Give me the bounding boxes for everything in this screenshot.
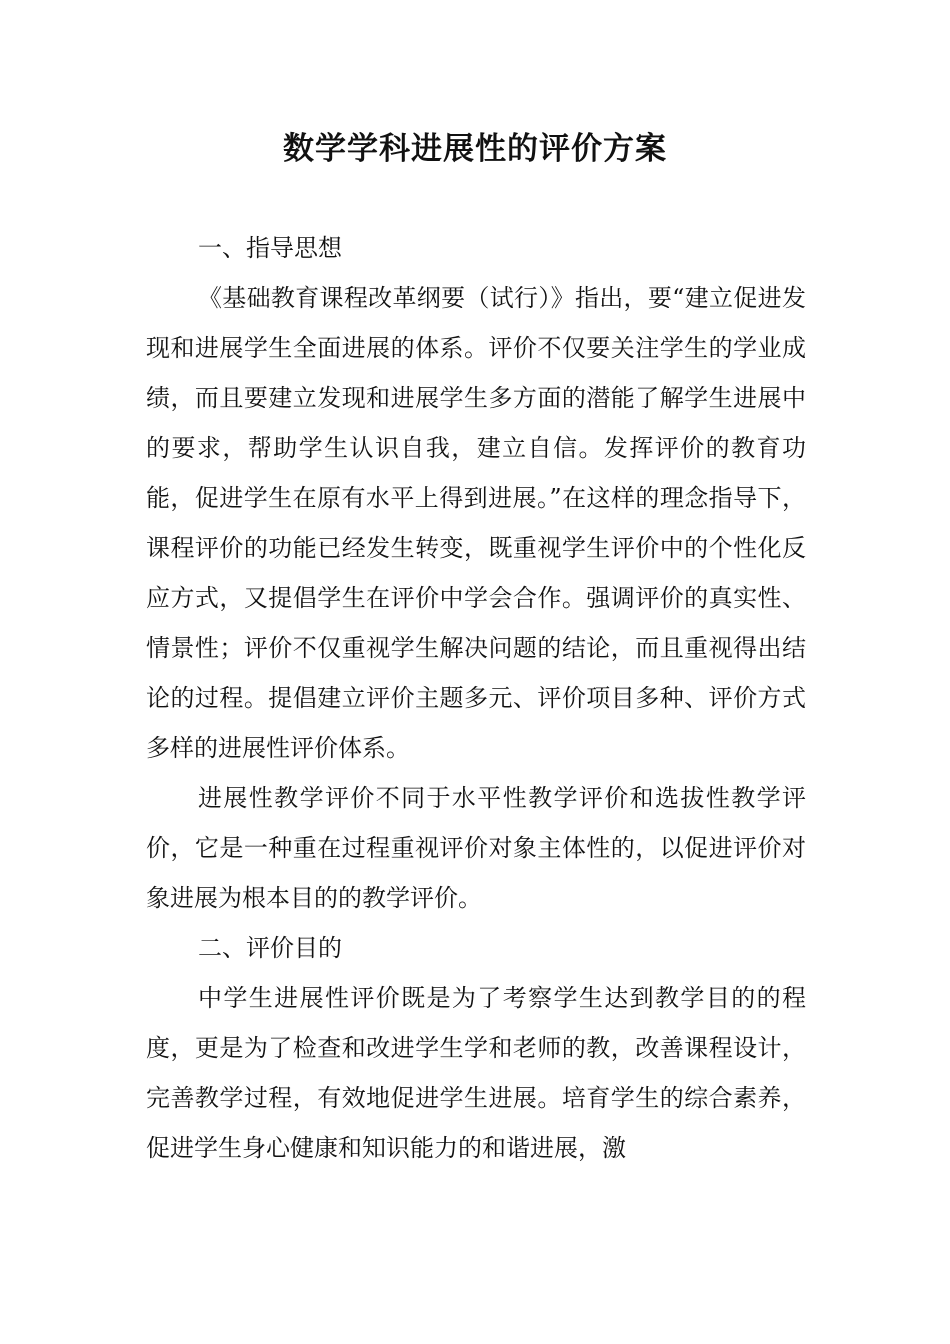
- section-heading-evaluation-purpose: 二、评价目的: [198, 934, 342, 962]
- section-heading-guiding-ideology: 一、指导思想: [198, 234, 342, 262]
- document-body: [146, 223, 806, 1173]
- paragraph-guiding-ideology-2: 进展性教学评价不同于水平性教学评价和选拔性教学评价，它是一种重在过程重视评价对象主体性的，以促进评价对象进展为根本目的的教学评价。: [146, 784, 806, 912]
- document-title: 数学学科进展性的评价方案: [283, 131, 667, 167]
- paragraph-evaluation-purpose-1: 中学生进展性评价既是为了考察学生达到教学目的的程度，更是为了检查和改进学生学和老师的教，改善课程设计，完善教学过程，有效地促进学生进展。培育学生的综合素养，促进学生身心健康和知识能力的和谐进展，激: [146, 984, 806, 1162]
- paragraph-guiding-ideology-1: 《基础教育课程改革纲要（试行）》指出，要“建立促进发现和进展学生全面进展的体系。评价不仅要关注学生的学业成绩，而且要建立发现和进展学生多方面的潜能了解学生进展中的要求，帮助学生认识自我，建立自信。发挥评价的教育功能，促进学生在原有水平上得到进展。”在这样的理念指导下，课程评价的功能已经发生转变，既重视学生评价中的个性化反应方式，又提倡学生在评价中学会合作。强调评价的真实性、情景性；评价不仅重视学生解决问题的结论，而且重视得出结论的过程。提倡建立评价主题多元、评价项目多种、评价方式多样的进展性评价体系。: [146, 284, 806, 762]
